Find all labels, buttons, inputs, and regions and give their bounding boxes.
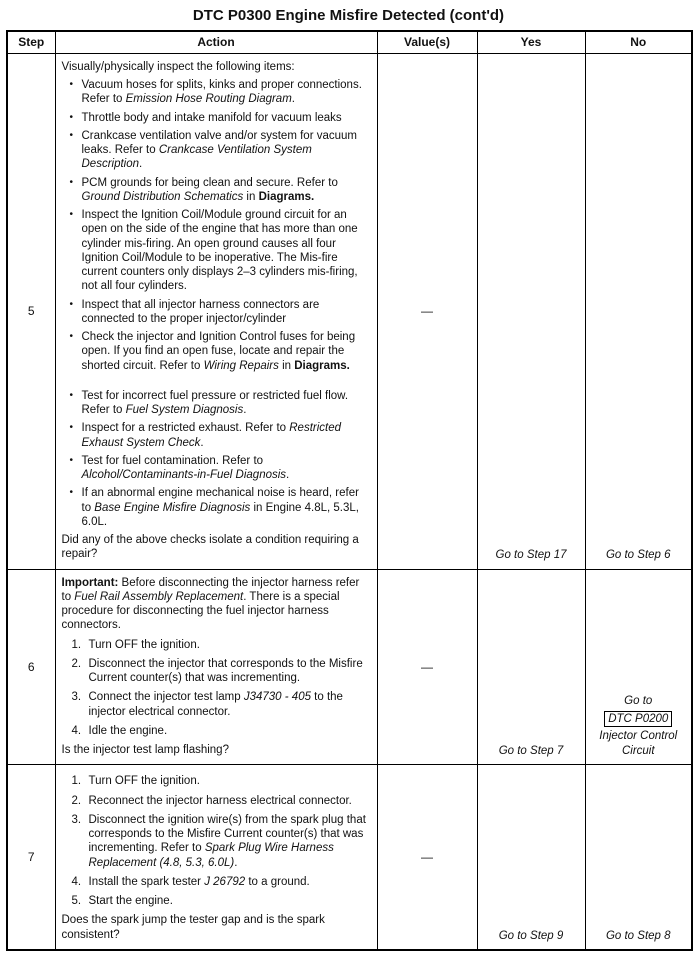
header-no: No: [585, 31, 692, 53]
text-content: [82, 111, 371, 125]
text-segment: PCM grounds for being clean and secure. Refer to: [81, 176, 338, 189]
text-content: [89, 794, 371, 808]
bullet-item: [70, 389, 371, 418]
text-segment: Test for incorrect fuel pressure or restricted fuel flow. Refer to: [81, 389, 349, 417]
bullet-icon: •: [69, 331, 74, 343]
action-cell: [55, 765, 377, 950]
text-content: [82, 208, 371, 294]
text-segment: .: [139, 158, 143, 171]
list-number: 4.: [71, 724, 82, 737]
bullet-icon: •: [69, 422, 74, 434]
no-answer: [589, 694, 689, 708]
no-answer: [589, 548, 689, 562]
text-content: [62, 534, 359, 560]
table-body: [7, 53, 692, 950]
text-content: [89, 724, 371, 738]
text-content: [62, 577, 360, 632]
text-segment: .: [200, 436, 204, 449]
text-segment: Diagrams.: [294, 359, 350, 372]
step-number: 5: [7, 53, 55, 569]
bullet-item: [70, 176, 371, 205]
text-segment: Before disconnecting the injector harness refer to: [61, 576, 360, 603]
text-segment: Idle the engine.: [88, 724, 168, 737]
text-segment: Disconnect the injector that corresponds to the Misfire Current counter(s) that was incrementing.: [88, 657, 363, 685]
numbered-item: [72, 794, 371, 808]
text-segment: to a ground.: [245, 875, 310, 888]
action-paragraph: [62, 60, 371, 74]
text-content: [89, 894, 371, 908]
text-segment: Diagrams.: [258, 190, 315, 203]
text-segment: Important:: [61, 576, 119, 589]
header-action: Action: [55, 31, 377, 53]
text-segment: Ground Distribution Schematics: [81, 190, 244, 203]
text-content: [82, 421, 371, 450]
no-cell: [585, 53, 692, 569]
text-segment: .: [234, 856, 238, 869]
no-cell: [585, 765, 692, 950]
text-segment: to the injector electrical connector.: [88, 691, 343, 718]
header-step: Step: [7, 31, 55, 53]
table-header: [7, 31, 692, 53]
text-segment: Go to Step 9: [498, 929, 564, 942]
text-segment: Fuel Rail Assembly Replacement: [74, 590, 244, 603]
text-segment: in Engine 4.8L, 5.3L, 6.0L.: [81, 501, 359, 528]
text-segment: Test for fuel contamination. Refer to: [81, 454, 264, 467]
table-row: [7, 53, 692, 569]
numbered-item: [72, 690, 371, 719]
text-segment: . There is a special procedure for disconnecting the fuel injector harness connectors.: [61, 590, 340, 632]
text-segment: Connect the injector test lamp: [88, 691, 244, 704]
text-segment: J34730 - 405: [243, 691, 311, 704]
list-number: 3.: [71, 691, 82, 704]
action-paragraph: [62, 743, 371, 757]
no-answer: [589, 929, 689, 943]
text-segment: Base Engine Misfire Diagnosis: [94, 501, 251, 514]
text-segment: Restricted Exhaust System Check: [81, 422, 342, 449]
bullet-item: [70, 298, 371, 327]
text-segment: Circuit: [621, 745, 655, 758]
yes-answer: [481, 548, 582, 562]
text-content: [89, 813, 371, 870]
text-segment: Start the engine.: [88, 895, 173, 908]
text-segment: Turn OFF the ignition.: [88, 775, 200, 788]
header-yes: Yes: [477, 31, 585, 53]
bullet-item: [70, 454, 371, 483]
text-segment: Emission Hose Routing Diagram: [125, 93, 292, 106]
text-content: [82, 78, 371, 107]
text-segment: in: [243, 190, 259, 203]
numbered-item: [72, 657, 371, 686]
bullet-icon: •: [69, 487, 74, 499]
action-paragraph: [62, 913, 371, 942]
bullet-icon: •: [69, 111, 74, 123]
text-segment: Did any of the above checks isolate a condition requiring a repair?: [61, 534, 359, 561]
no-answer: [589, 729, 689, 743]
text-segment: Inspect for a restricted exhaust. Refer to: [81, 422, 290, 435]
text-segment: Go to Step 8: [605, 929, 671, 942]
values-cell: —: [377, 53, 477, 569]
bullet-icon: •: [69, 454, 74, 466]
text-segment: Go to Step 6: [605, 549, 671, 562]
text-content: [89, 875, 371, 889]
bullet-icon: •: [69, 176, 74, 188]
numbered-item: [72, 813, 371, 870]
yes-cell: [477, 569, 585, 765]
yes-cell: [477, 53, 585, 569]
text-segment: Throttle body and intake manifold for vacuum leaks: [81, 111, 342, 124]
text-segment: Install the spark tester: [88, 875, 205, 888]
list-number: 5.: [71, 895, 82, 908]
no-cell: [585, 569, 692, 765]
text-content: [89, 774, 371, 788]
text-content: [82, 298, 371, 327]
text-segment: Reconnect the injector harness electrical connector.: [88, 794, 352, 807]
text-segment: Does the spark jump the tester gap and is the spark consistent?: [61, 914, 325, 941]
list-number: 3.: [71, 813, 82, 826]
text-content: [82, 330, 371, 373]
numbered-item: [72, 894, 371, 908]
bullet-icon: •: [69, 298, 74, 310]
text-content: [89, 690, 371, 719]
text-segment: .: [243, 404, 247, 417]
text-segment: Crankcase Ventilation System Description: [81, 144, 312, 171]
bullet-item: [70, 129, 371, 172]
text-segment: Wiring Repairs: [203, 359, 279, 372]
text-segment: Disconnect the ignition wire(s) from the spark plug that corresponds to the Misfire Current counter(s) that was incrementing. Refer to: [88, 813, 366, 855]
list-number: 4.: [71, 875, 82, 888]
bullet-icon: •: [69, 79, 74, 91]
text-content: [62, 914, 325, 940]
no-answer: [589, 744, 689, 758]
action-paragraph: [62, 576, 371, 633]
text-segment: Turn OFF the ignition.: [88, 638, 200, 651]
dtc-diagnostic-table: [6, 30, 693, 951]
text-content: [62, 61, 295, 73]
text-segment: Visually/physically inspect the following items:: [61, 60, 295, 73]
header-values: Value(s): [377, 31, 477, 53]
bullet-item: [70, 486, 371, 529]
step-number: 6: [7, 569, 55, 765]
text-content: [82, 454, 371, 483]
list-number: 1.: [71, 638, 82, 651]
text-content: [62, 744, 229, 756]
page-title: DTC P0300 Engine Misfire Detected (cont'd): [192, 7, 505, 24]
bullet-icon: •: [69, 129, 74, 141]
action-cell: [55, 569, 377, 765]
bullet-item: [70, 111, 371, 125]
text-segment: Alcohol/Contaminants-in-Fuel Diagnosis: [81, 469, 287, 482]
values-cell: —: [377, 765, 477, 950]
text-segment: Fuel System Diagnosis: [125, 404, 244, 417]
text-segment: Spark Plug Wire Harness Replacement (4.8, 5.3, 6.0L): [88, 842, 334, 869]
numbered-item: [72, 724, 371, 738]
text-segment: J 26792: [204, 875, 246, 888]
header-row: [7, 31, 692, 53]
numbered-item: [72, 638, 371, 652]
boxed-reference: DTC P0200: [604, 711, 672, 727]
action-cell: [55, 53, 377, 569]
yes-answer: [481, 744, 582, 758]
text-segment: Inspect that all injector harness connectors are connected to the proper injector/cylinder: [81, 298, 320, 325]
numbered-item: [72, 774, 371, 788]
yes-answer: [481, 929, 582, 943]
no-answer: [589, 710, 689, 728]
bullet-item: [70, 208, 371, 294]
text-segment: Go to Step 17: [495, 549, 567, 562]
text-content: [82, 486, 371, 529]
bullet-icon: •: [69, 389, 74, 401]
text-segment: Go to Step 7: [498, 745, 564, 758]
step-number: 7: [7, 765, 55, 950]
bullet-item: [70, 330, 371, 373]
text-segment: Go to: [624, 695, 653, 708]
text-content: [82, 389, 371, 418]
text-segment: Is the injector test lamp flashing?: [61, 744, 229, 757]
table-row: [7, 765, 692, 950]
text-segment: Inspect the Ignition Coil/Module ground circuit for an open on the side of the engine that has more than one cylinder mis-firing. An open ground causes all four Ignition Coil/Module to be inoperative. The Mis-fire current counters only displays 2–3 cylinders mis-firing, not all four cylinders.: [81, 209, 358, 293]
values-cell: —: [377, 569, 477, 765]
text-segment: Injector Control: [599, 729, 678, 742]
list-number: 2.: [71, 657, 82, 670]
text-segment: Crankcase ventilation valve and/or system for vacuum leaks. Refer to: [81, 129, 357, 157]
action-paragraph: [62, 533, 371, 562]
numbered-item: [72, 875, 371, 889]
list-number: 1.: [71, 775, 82, 788]
bullet-icon: •: [69, 209, 74, 221]
list-number: 2.: [71, 794, 82, 807]
table-row: [7, 569, 692, 765]
bullet-item: [70, 78, 371, 107]
text-segment: Vacuum hoses for splits, kinks and proper connections. Refer to: [81, 79, 362, 106]
yes-cell: [477, 765, 585, 950]
text-segment: If an abnormal engine mechanical noise is heard, refer to: [81, 487, 359, 514]
text-segment: .: [286, 469, 290, 482]
text-content: [89, 657, 371, 686]
text-segment: .: [291, 93, 295, 106]
text-content: [82, 176, 371, 205]
text-segment: in: [278, 359, 295, 372]
bullet-item: [70, 421, 371, 450]
text-segment: Check the injector and Ignition Control fuses for being open. If you find an open fuse, locate and repair the shorted circuit. Refer to: [81, 331, 356, 372]
text-content: [82, 129, 371, 172]
text-content: [89, 638, 371, 652]
